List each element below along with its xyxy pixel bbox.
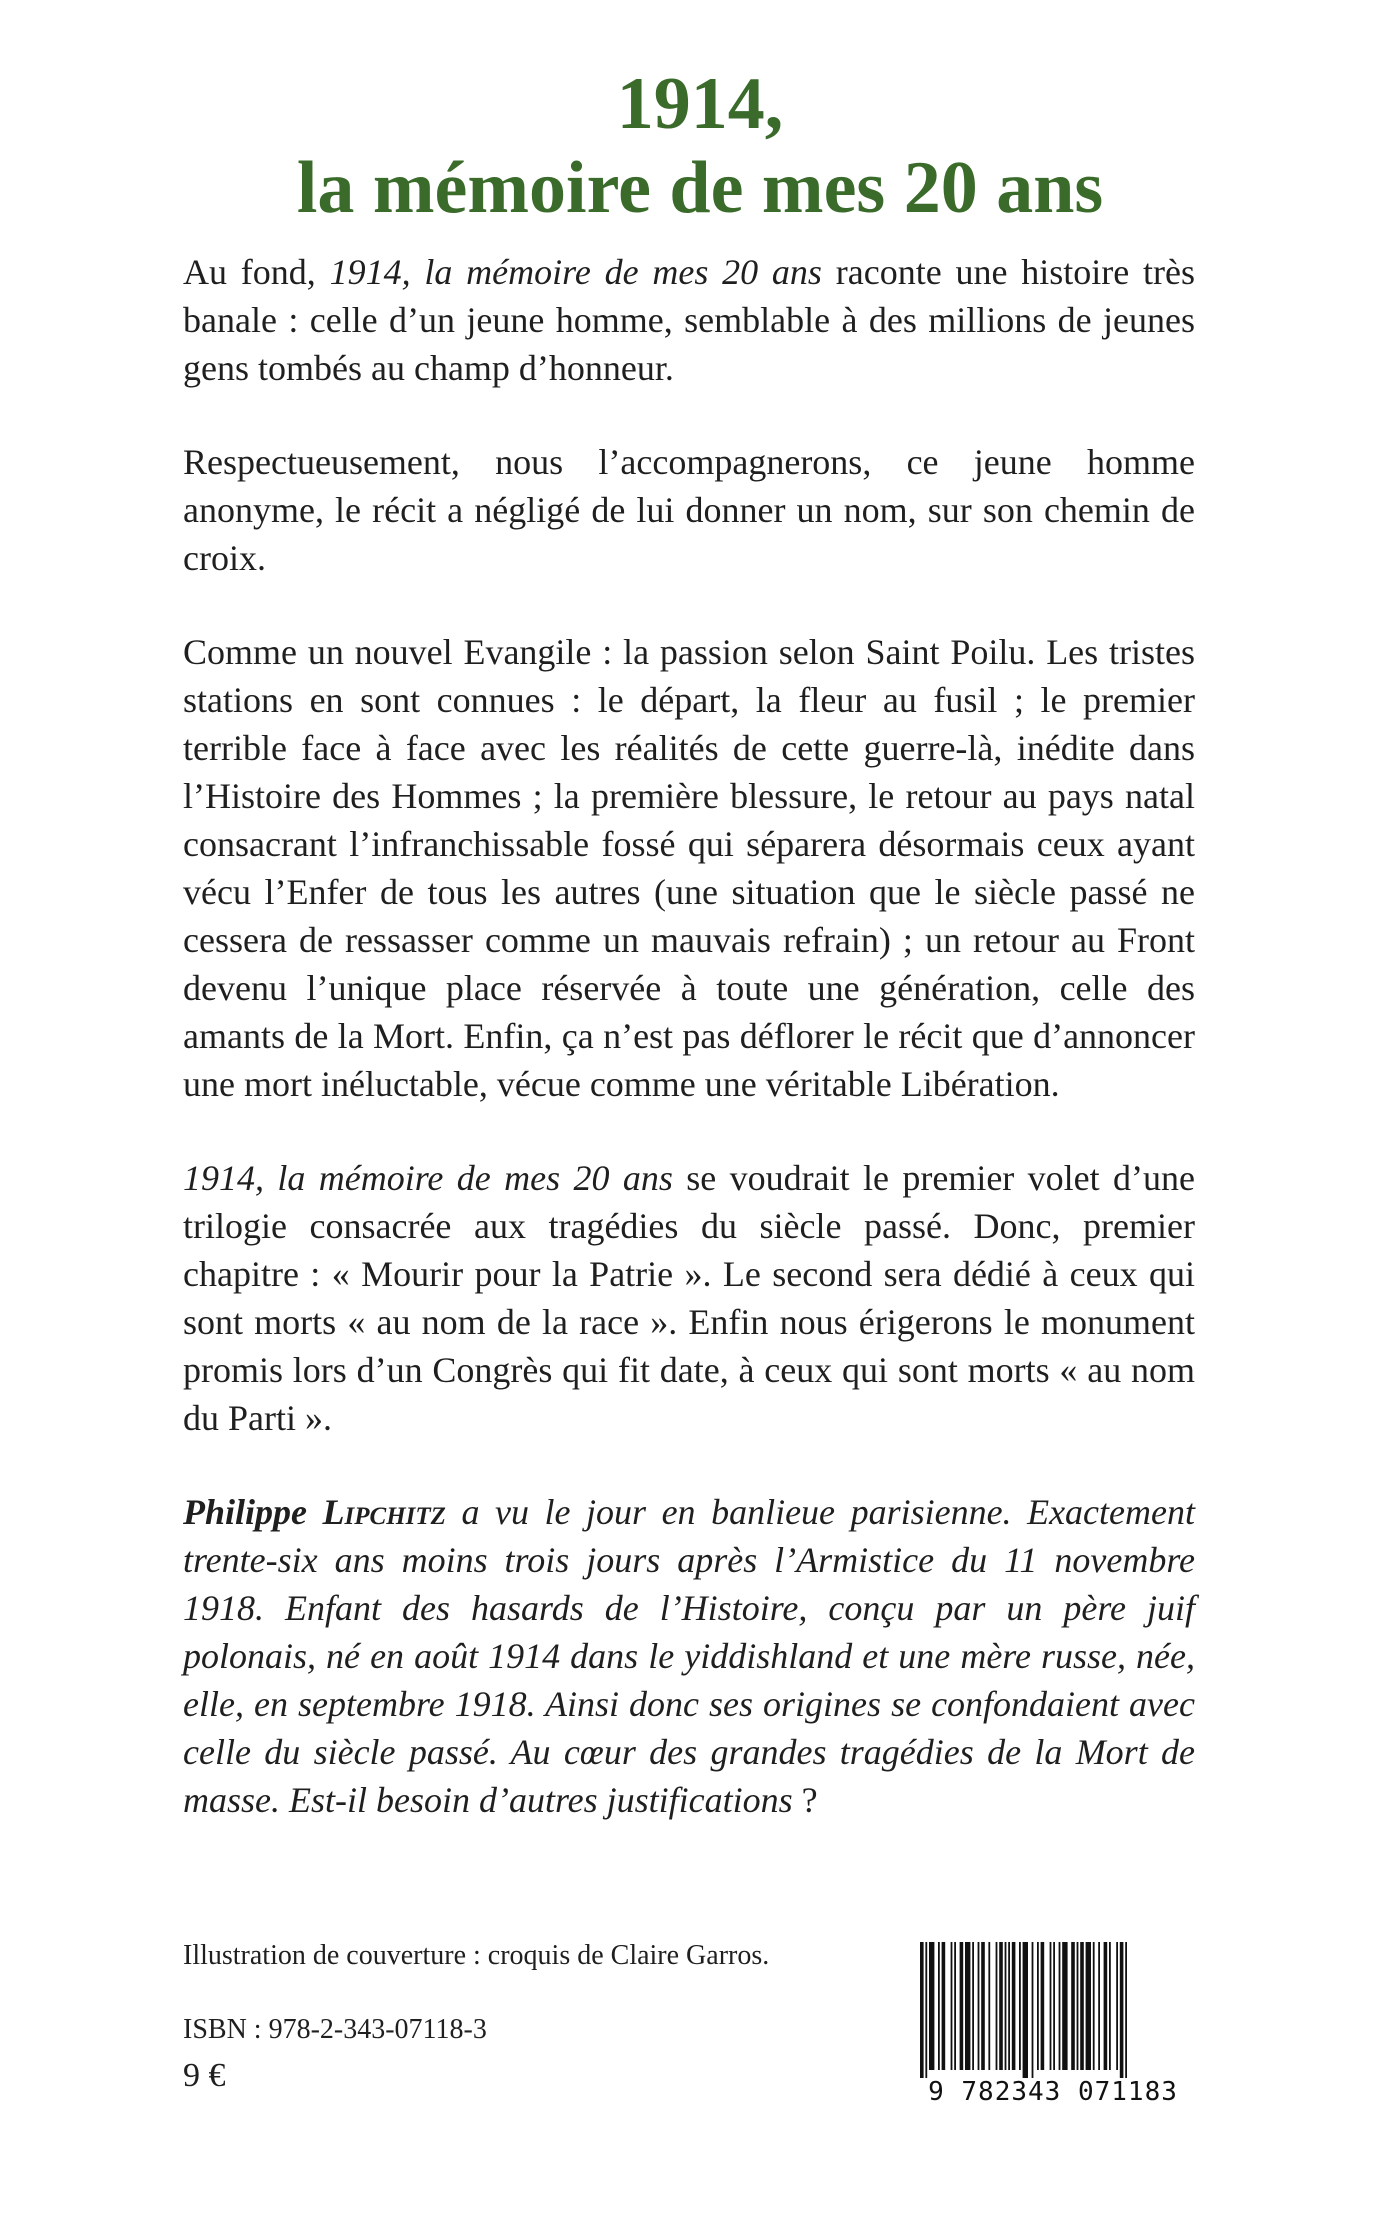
paragraph-3: Comme un nouvel Evangile : la passion selon Saint Poilu. Les tristes stations en sont connues : le départ, la fleur au fusil ; le premier terrible face à face avec les réalités de cette guerre-là, inédite dans l’Histoire des Hommes ; la première blessure, le retour au pays natal consacrant l’infranchissable fossé qui séparera désormais ceux ayant vécu l’Enfer de tous les autres (une situation que le siècle passé ne cessera de ressasser comme un mauvais refrain) ; un retour au Front devenu l’unique place réservée à toute une génération, celle des amants de la Mort. Enfin, ça n’est pas déflorer le récit que d’annoncer une mort inéluctable, vécue comme une véritable Libération. <box>183 632 1195 1104</box>
barcode-bar <box>1012 1942 1016 2070</box>
paragraph-2: Respectueusement, nous l’accompagnerons, ce jeune homme anonyme, le récit a négligé de lui donner un nom, sur son chemin de croix. <box>183 442 1195 578</box>
author-bio-text: a vu le jour en banlieue parisienne. Exactement trente-six ans moins trois jours après l’Armistice du 11 novembre 1918. Enfant des hasards de l’Histoire, conçu par un père juif polonais, né en août 1914 dans le yiddishland et une mère russe, née, elle, en septembre 1918. Ainsi donc ses origines se confondaient avec celle du siècle passé. Au cœur des grandes tragédies de la Mort de masse. Est-il besoin d’autres justifications <box>183 1492 1195 1820</box>
barcode-bar <box>1059 1942 1061 2070</box>
barcode-bar <box>1037 1942 1039 2070</box>
barcode-bar <box>938 1942 940 2070</box>
price: 9 € <box>183 2057 226 2094</box>
barcode <box>912 1942 1194 2108</box>
barcode-bars <box>912 1942 1194 2078</box>
book-title <box>0 62 1400 230</box>
barcode-bar <box>920 1942 924 2078</box>
barcode-bar <box>1109 1942 1111 2070</box>
paragraph-1-rest: raconte une histoire très banale : celle d’un jeune homme, semblable à des millions de jeunes gens tombés au champ d’honneur. <box>183 252 1195 388</box>
barcode-bar <box>1071 1942 1075 2070</box>
paragraph-1 <box>183 248 1195 392</box>
barcode-bar <box>1120 1942 1124 2078</box>
barcode-bar <box>960 1942 964 2070</box>
barcode-bar <box>1062 1942 1067 2070</box>
barcode-bar <box>999 1942 1003 2070</box>
title-line-2: la mémoire de mes 20 ans <box>296 147 1104 229</box>
author-bio <box>183 1488 1195 1824</box>
barcode-bar <box>1086 1942 1091 2070</box>
barcode-bar <box>1104 1942 1108 2070</box>
barcode-bar <box>1080 1942 1084 2070</box>
barcode-bar <box>1032 1942 1034 2078</box>
blurb <box>183 248 1195 1824</box>
barcode-bar <box>988 1942 990 2070</box>
barcode-digits: 9 782343 071183 <box>928 2077 1178 2107</box>
barcode-bar <box>965 1942 970 2070</box>
barcode-bar <box>1023 1942 1028 2078</box>
paragraph-4 <box>183 1154 1195 1442</box>
author-first-name: Philippe <box>183 1492 323 1532</box>
barcode-bar <box>1077 1942 1079 2070</box>
barcode-bar <box>929 1942 934 2070</box>
barcode-bar <box>1098 1942 1100 2070</box>
barcode-bar <box>925 1942 927 2078</box>
barcode-bar <box>951 1942 953 2070</box>
book-title-inline-2: 1914, la mémoire de mes 20 ans <box>183 1158 673 1198</box>
isbn: ISBN : 978-2-343-07118-3 <box>183 2014 487 2045</box>
title-line-1: 1914, <box>616 63 784 145</box>
barcode-bar <box>1050 1942 1052 2070</box>
barcode-bar <box>1116 1942 1118 2070</box>
book-title-inline: 1914, la mémoire de mes 20 ans <box>329 252 822 292</box>
barcode-bar <box>942 1942 946 2070</box>
barcode-bar <box>981 1942 985 2070</box>
paragraph-4-rest: se voudrait le premier volet d’une trilogie consacrée aux tragédies du siècle passé. Donc, premier chapitre : « Mourir pour la Patrie ». Le second sera dédié à ceux qui sont morts « au nom de la race ». Enfin nous érigerons le monument promis lors d’un Congrès qui fit date, à ceux qui sont morts « au nom du Parti ». <box>183 1158 1195 1438</box>
barcode-bar <box>996 1942 998 2070</box>
barcode-bar <box>1125 1942 1127 2078</box>
author-name <box>183 1492 446 1532</box>
barcode-bar <box>1093 1942 1095 2070</box>
barcode-bar <box>1053 1942 1055 2070</box>
barcode-bar <box>1005 1942 1007 2070</box>
author-bio-end: ? <box>792 1780 818 1820</box>
barcode-bar <box>1008 1942 1010 2070</box>
paragraph-1-start: Au fond, <box>183 252 330 292</box>
barcode-bar <box>954 1942 956 2070</box>
barcode-bar <box>1041 1942 1045 2070</box>
author-last-name: Lipchitz <box>322 1492 446 1532</box>
barcode-bar <box>978 1942 980 2070</box>
barcode-bar <box>1019 1942 1021 2070</box>
illustration-credit: Illustration de couverture : croquis de Claire Garros. <box>183 1940 770 1971</box>
barcode-bar <box>972 1942 974 2070</box>
